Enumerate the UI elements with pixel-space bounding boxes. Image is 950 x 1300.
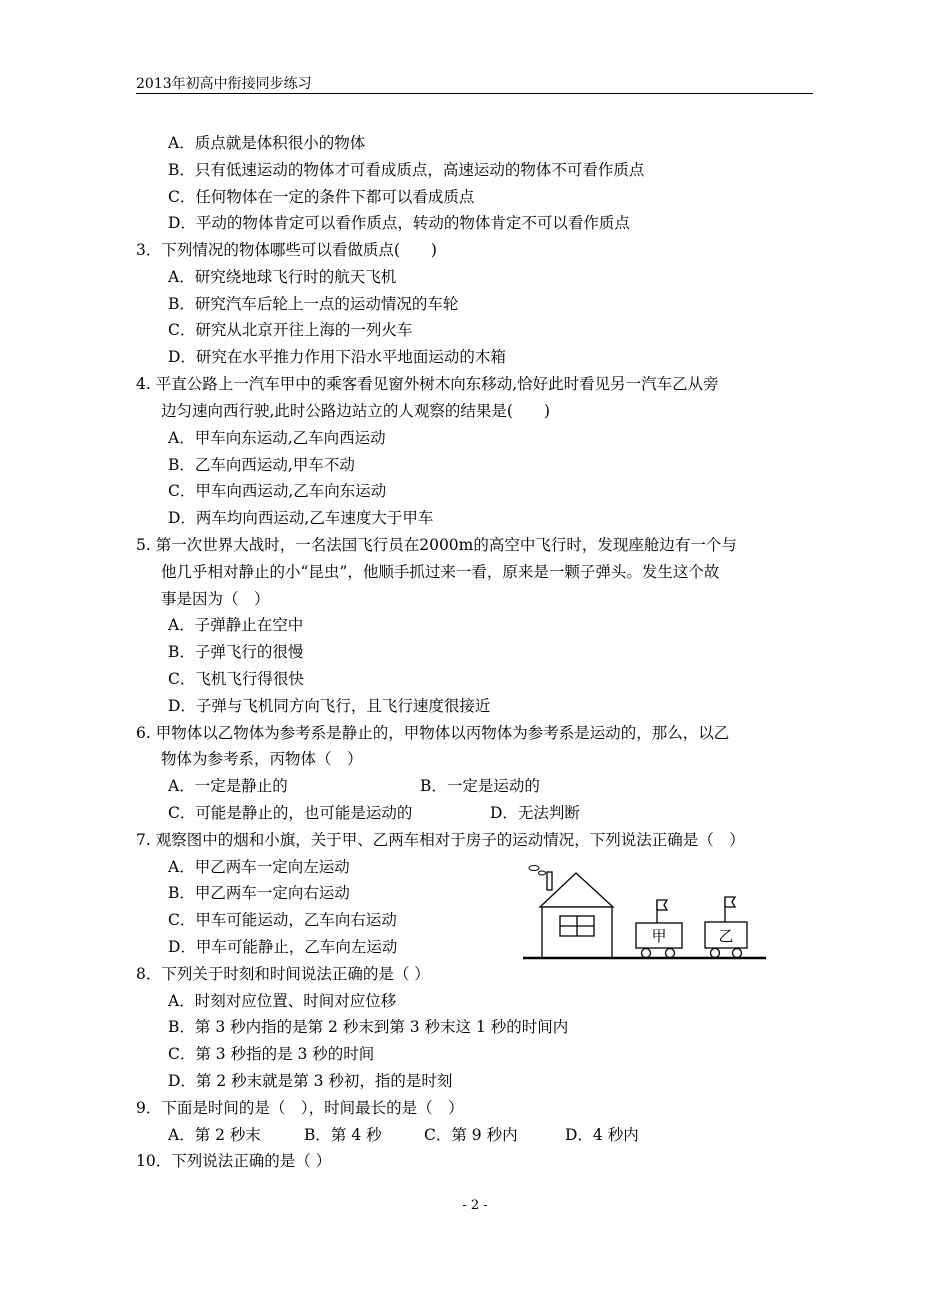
q8-option-b: B．第 3 秒内指的是第 2 秒末到第 3 秒末这 1 秒的时间内	[168, 1018, 569, 1036]
q2-option-b: B．只有低速运动的物体才可看成质点，高速运动的物体不可看作质点	[168, 161, 645, 179]
q8-option-a: A．时刻对应位置、时间对应位移	[168, 992, 397, 1010]
q9-option-a: A．第 2 秒末	[168, 1126, 261, 1144]
q5-stem-line1: 5. 第一次世界大战时，一名法国飞行员在2000m的高空中飞行时，发现座舱边有一个与	[136, 536, 737, 554]
q6-stem-line2: 物体为参考系，丙物体（ ）	[161, 750, 363, 768]
cart-jia-label: 甲	[651, 927, 667, 945]
q4-stem-line2: 边匀速向西行驶,此时公路边站立的人观察的结果是( )	[161, 402, 551, 420]
q3-option-b: B．研究汽车后轮上一点的运动情况的车轮	[168, 295, 459, 313]
q3-option-d: D．研究在水平推力作用下沿水平地面运动的木箱	[168, 348, 506, 366]
q9-option-c: C．第 9 秒内	[424, 1126, 518, 1144]
q5-option-a: A．子弹静止在空中	[168, 616, 304, 634]
q2-option-c: C．任何物体在一定的条件下都可以看成质点	[168, 188, 475, 206]
q10-stem: 10．下列说法正确的是（ ）	[136, 1152, 332, 1170]
q9-option-b: B．第 4 秒	[304, 1126, 382, 1144]
q7-option-c: C．甲车可能运动，乙车向右运动	[168, 911, 397, 929]
q6-option-d: D．无法判断	[490, 804, 580, 822]
q7-figure	[520, 860, 770, 970]
q5-option-b: B．子弹飞行的很慢	[168, 643, 304, 661]
q3-option-c: C．研究从北京开往上海的一列火车	[168, 321, 413, 339]
q7-option-b: B．甲乙两车一定向右运动	[168, 884, 350, 902]
q9-option-d: D．4 秒内	[565, 1126, 639, 1144]
q7-option-d: D．甲车可能静止，乙车向左运动	[168, 938, 398, 956]
q4-option-d: D．两车均向西运动,乙车速度大于甲车	[168, 509, 434, 527]
q5-stem-line2: 他几乎相对静止的小“昆虫”，他顺手抓过来一看，原来是一颗子弹头。发生这个故	[161, 563, 720, 581]
q8-stem: 8．下列关于时刻和时间说法正确的是（ ）	[136, 965, 430, 983]
q3-option-a: A．研究绕地球飞行时的航天飞机	[168, 268, 397, 286]
cart-yi-label: 乙	[718, 927, 734, 945]
page-header: 2013年初高中衔接同步练习	[136, 76, 312, 92]
q4-option-a: A．甲车向东运动,乙车向西运动	[168, 429, 386, 447]
q4-stem-line1: 4. 平直公路上一汽车甲中的乘客看见窗外树木向东移动,恰好此时看见另一汽车乙从旁	[136, 375, 719, 393]
q6-stem-line1: 6. 甲物体以乙物体为参考系是静止的，甲物体以丙物体为参考系是运动的，那么，以乙	[136, 724, 730, 742]
q2-option-d: D．平动的物体肯定可以看作质点，转动的物体肯定不可以看作质点	[168, 214, 630, 232]
q5-option-c: C．飞机飞行得很快	[168, 670, 304, 688]
q4-option-b: B．乙车向西运动,甲车不动	[168, 456, 355, 474]
smoke-puffs	[529, 866, 546, 876]
house	[540, 872, 613, 958]
q3-stem: 3．下列情况的物体哪些可以看做质点( )	[136, 241, 437, 259]
q7-option-a: A．甲乙两车一定向左运动	[168, 858, 350, 876]
q8-option-d: D．第 2 秒末就是第 3 秒初，指的是时刻	[168, 1072, 453, 1090]
q6-option-b: B．一定是运动的	[420, 777, 540, 795]
header-rule	[136, 93, 813, 94]
page-number: - 2 -	[462, 1198, 488, 1213]
q5-stem-line3: 事是因为（ ）	[161, 590, 270, 608]
q9-stem: 9．下面是时间的是（ ），时间最长的是（ ）	[136, 1099, 464, 1117]
q6-option-a: A．一定是静止的	[168, 777, 288, 795]
q2-option-a: A．质点就是体积很小的物体	[168, 134, 366, 152]
q8-option-c: C．第 3 秒指的是 3 秒的时间	[168, 1045, 375, 1063]
q7-stem: 7. 观察图中的烟和小旗，关于甲、乙两车相对于房子的运动情况，下列说法正确是（ ）	[136, 831, 745, 849]
q6-option-c: C．可能是静止的，也可能是运动的	[168, 804, 413, 822]
q5-option-d: D．子弹与飞机同方向飞行，且飞行速度很接近	[168, 697, 491, 715]
q4-option-c: C．甲车向西运动,乙车向东运动	[168, 482, 387, 500]
